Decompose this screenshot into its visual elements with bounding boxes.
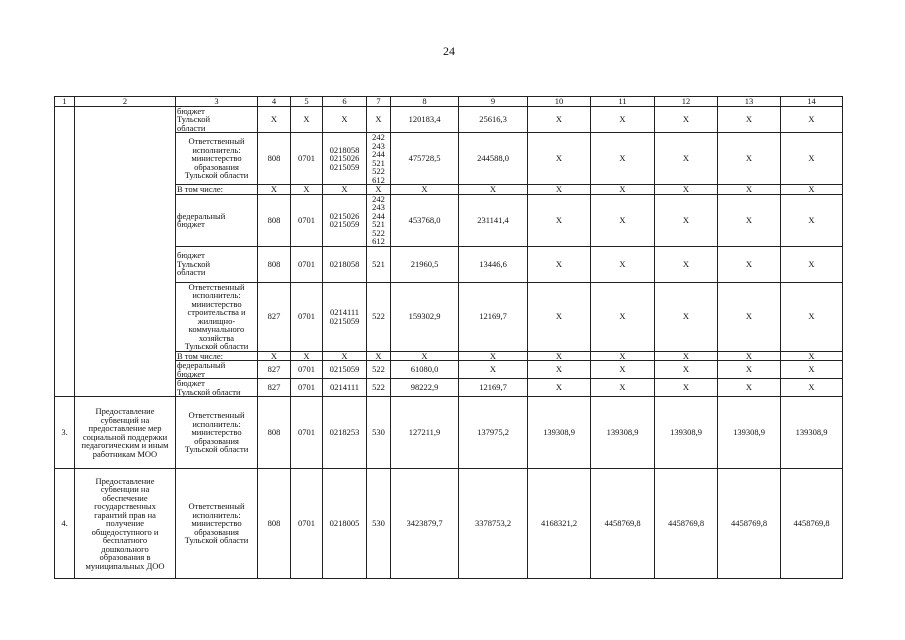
value-cell: 13446,6 [459, 246, 528, 282]
executor-cell: В том числе: [176, 351, 258, 361]
value-cell: 244588,0 [459, 133, 528, 185]
value-cell: Х [781, 185, 843, 195]
value-cell: Х [591, 246, 655, 282]
value-cell: Х [528, 194, 591, 246]
section-cell: 0701 [291, 397, 323, 469]
value-cell: Х [391, 185, 459, 195]
section-cell: 0701 [291, 133, 323, 185]
value-cell: 127211,9 [391, 397, 459, 469]
column-header: 12 [655, 97, 718, 107]
measure-name-cell [75, 106, 176, 397]
value-cell: Х [718, 351, 781, 361]
value-cell: Х [655, 351, 718, 361]
expense-type-cell: 530 [367, 469, 391, 579]
value-cell: Х [391, 351, 459, 361]
table-row [55, 397, 843, 469]
value-cell: Х [718, 194, 781, 246]
section-cell: 0701 [291, 246, 323, 282]
value-cell: Х [655, 379, 718, 397]
value-cell: 3378753,2 [459, 469, 528, 579]
section-cell: Х [291, 185, 323, 195]
value-cell: 4458769,8 [591, 469, 655, 579]
column-header: 5 [291, 97, 323, 107]
value-cell: Х [528, 282, 591, 351]
expense-type-cell: Х [367, 185, 391, 195]
grbs-cell: 827 [258, 282, 291, 351]
measure-name-cell: Предоставление субвенций на предоставление мер социальной поддержки педагогическим и иным работникам МОО [75, 397, 176, 469]
section-cell: 0701 [291, 194, 323, 246]
expense-type-cell: 242 243 244 521 522 612 [367, 133, 391, 185]
column-header: 2 [75, 97, 176, 107]
value-cell: 475728,5 [391, 133, 459, 185]
value-cell: Х [528, 246, 591, 282]
grbs-cell: 827 [258, 379, 291, 397]
value-cell: Х [781, 246, 843, 282]
value-cell: Х [781, 379, 843, 397]
executor-cell: бюджет Тульской области [176, 379, 258, 397]
grbs-cell: 808 [258, 397, 291, 469]
column-header: 7 [367, 97, 391, 107]
value-cell: 4168321,2 [528, 469, 591, 579]
column-header: 3 [176, 97, 258, 107]
value-cell: Х [718, 133, 781, 185]
value-cell: 139308,9 [655, 397, 718, 469]
target-article-cell: 0218253 [323, 397, 367, 469]
column-header: 8 [391, 97, 459, 107]
expense-type-cell: 521 [367, 246, 391, 282]
value-cell: 4458769,8 [781, 469, 843, 579]
value-cell: Х [655, 133, 718, 185]
section-cell: 0701 [291, 282, 323, 351]
value-cell: Х [655, 361, 718, 379]
value-cell: 231141,4 [459, 194, 528, 246]
column-header: 13 [718, 97, 781, 107]
target-article-cell: 0218005 [323, 469, 367, 579]
executor-cell: Ответственный исполнитель: министерство образования Тульской области [176, 397, 258, 469]
value-cell: 3423879,7 [391, 469, 459, 579]
value-cell: Х [718, 361, 781, 379]
value-cell: Х [591, 351, 655, 361]
value-cell: 139308,9 [718, 397, 781, 469]
section-cell: 0701 [291, 379, 323, 397]
column-header: 14 [781, 97, 843, 107]
expense-type-cell: 522 [367, 379, 391, 397]
target-article-cell: 0215059 [323, 361, 367, 379]
section-cell: Х [291, 351, 323, 361]
executor-cell: Ответственный исполнитель: министерство образования Тульской области [176, 469, 258, 579]
table-row [55, 106, 843, 133]
value-cell: Х [528, 361, 591, 379]
value-cell: Х [528, 185, 591, 195]
grbs-cell: Х [258, 106, 291, 133]
column-header: 6 [323, 97, 367, 107]
expense-type-cell: Х [367, 106, 391, 133]
value-cell: Х [591, 194, 655, 246]
value-cell: Х [528, 351, 591, 361]
value-cell: Х [781, 194, 843, 246]
value-cell: 98222,9 [391, 379, 459, 397]
value-cell: 61080,0 [391, 361, 459, 379]
value-cell: 12169,7 [459, 379, 528, 397]
value-cell: Х [459, 185, 528, 195]
column-header: 9 [459, 97, 528, 107]
value-cell: Х [718, 379, 781, 397]
value-cell: Х [781, 351, 843, 361]
value-cell: Х [591, 106, 655, 133]
executor-cell: Ответственный исполнитель: министерство строительства и жилищно- коммунального хозяйства Тульской области [176, 282, 258, 351]
target-article-cell: 0218058 [323, 246, 367, 282]
value-cell: Х [781, 133, 843, 185]
value-cell: Х [528, 106, 591, 133]
section-cell: Х [291, 106, 323, 133]
value-cell: Х [718, 246, 781, 282]
measure-name-cell: Предоставление субвенции на обеспечение государственных гарантий прав на получение общедоступного и бесплатного дошкольного образования в муниципальных ДОО [75, 469, 176, 579]
executor-cell: федеральный бюджет [176, 194, 258, 246]
value-cell: Х [655, 246, 718, 282]
value-cell: Х [781, 106, 843, 133]
value-cell: Х [591, 185, 655, 195]
value-cell: Х [591, 133, 655, 185]
grbs-cell: Х [258, 351, 291, 361]
target-article-cell: Х [323, 185, 367, 195]
executor-cell: Ответственный исполнитель: министерство образования Тульской области [176, 133, 258, 185]
value-cell: 139308,9 [528, 397, 591, 469]
column-header: 1 [55, 97, 75, 107]
target-article-cell: 0214111 0215059 [323, 282, 367, 351]
value-cell: 137975,2 [459, 397, 528, 469]
value-cell: Х [591, 282, 655, 351]
row-number-cell [55, 106, 75, 397]
header-row [55, 97, 843, 107]
value-cell: Х [528, 133, 591, 185]
expense-type-cell: Х [367, 351, 391, 361]
value-cell: Х [591, 361, 655, 379]
column-header: 4 [258, 97, 291, 107]
grbs-cell: 808 [258, 469, 291, 579]
value-cell: Х [718, 185, 781, 195]
value-cell: Х [655, 282, 718, 351]
grbs-cell: 808 [258, 133, 291, 185]
column-header: 11 [591, 97, 655, 107]
row-number-cell: 4. [55, 469, 75, 579]
value-cell: Х [718, 106, 781, 133]
target-article-cell: Х [323, 351, 367, 361]
grbs-cell: 808 [258, 194, 291, 246]
value-cell: Х [459, 361, 528, 379]
value-cell: 159302,9 [391, 282, 459, 351]
section-cell: 0701 [291, 469, 323, 579]
expense-type-cell: 530 [367, 397, 391, 469]
expense-type-cell: 522 [367, 361, 391, 379]
column-header: 10 [528, 97, 591, 107]
value-cell: Х [655, 194, 718, 246]
grbs-cell: Х [258, 185, 291, 195]
target-article-cell: 0215026 0215059 [323, 194, 367, 246]
expense-type-cell: 522 [367, 282, 391, 351]
page-number: 24 [443, 44, 455, 58]
value-cell: Х [718, 282, 781, 351]
value-cell: Х [655, 106, 718, 133]
executor-cell: В том числе: [176, 185, 258, 195]
grbs-cell: 808 [258, 246, 291, 282]
value-cell: Х [591, 379, 655, 397]
value-cell: 453768,0 [391, 194, 459, 246]
value-cell: 12169,7 [459, 282, 528, 351]
value-cell: 21960,5 [391, 246, 459, 282]
section-cell: 0701 [291, 361, 323, 379]
executor-cell: бюджет Тульской области [176, 106, 258, 133]
target-article-cell: 0214111 [323, 379, 367, 397]
value-cell: 4458769,8 [718, 469, 781, 579]
executor-cell: бюджет Тульской области [176, 246, 258, 282]
target-article-cell: Х [323, 106, 367, 133]
value-cell: Х [781, 361, 843, 379]
target-article-cell: 0218058 0215026 0215059 [323, 133, 367, 185]
value-cell: Х [459, 351, 528, 361]
grbs-cell: 827 [258, 361, 291, 379]
row-number-cell: 3. [55, 397, 75, 469]
budget-table [54, 96, 843, 579]
value-cell: 120183,4 [391, 106, 459, 133]
value-cell: 4458769,8 [655, 469, 718, 579]
executor-cell: федеральный бюджет [176, 361, 258, 379]
table-row [55, 469, 843, 579]
value-cell: Х [781, 282, 843, 351]
value-cell: 139308,9 [781, 397, 843, 469]
expense-type-cell: 242 243 244 521 522 612 [367, 194, 391, 246]
value-cell: 25616,3 [459, 106, 528, 133]
value-cell: Х [528, 379, 591, 397]
value-cell: Х [655, 185, 718, 195]
value-cell: 139308,9 [591, 397, 655, 469]
